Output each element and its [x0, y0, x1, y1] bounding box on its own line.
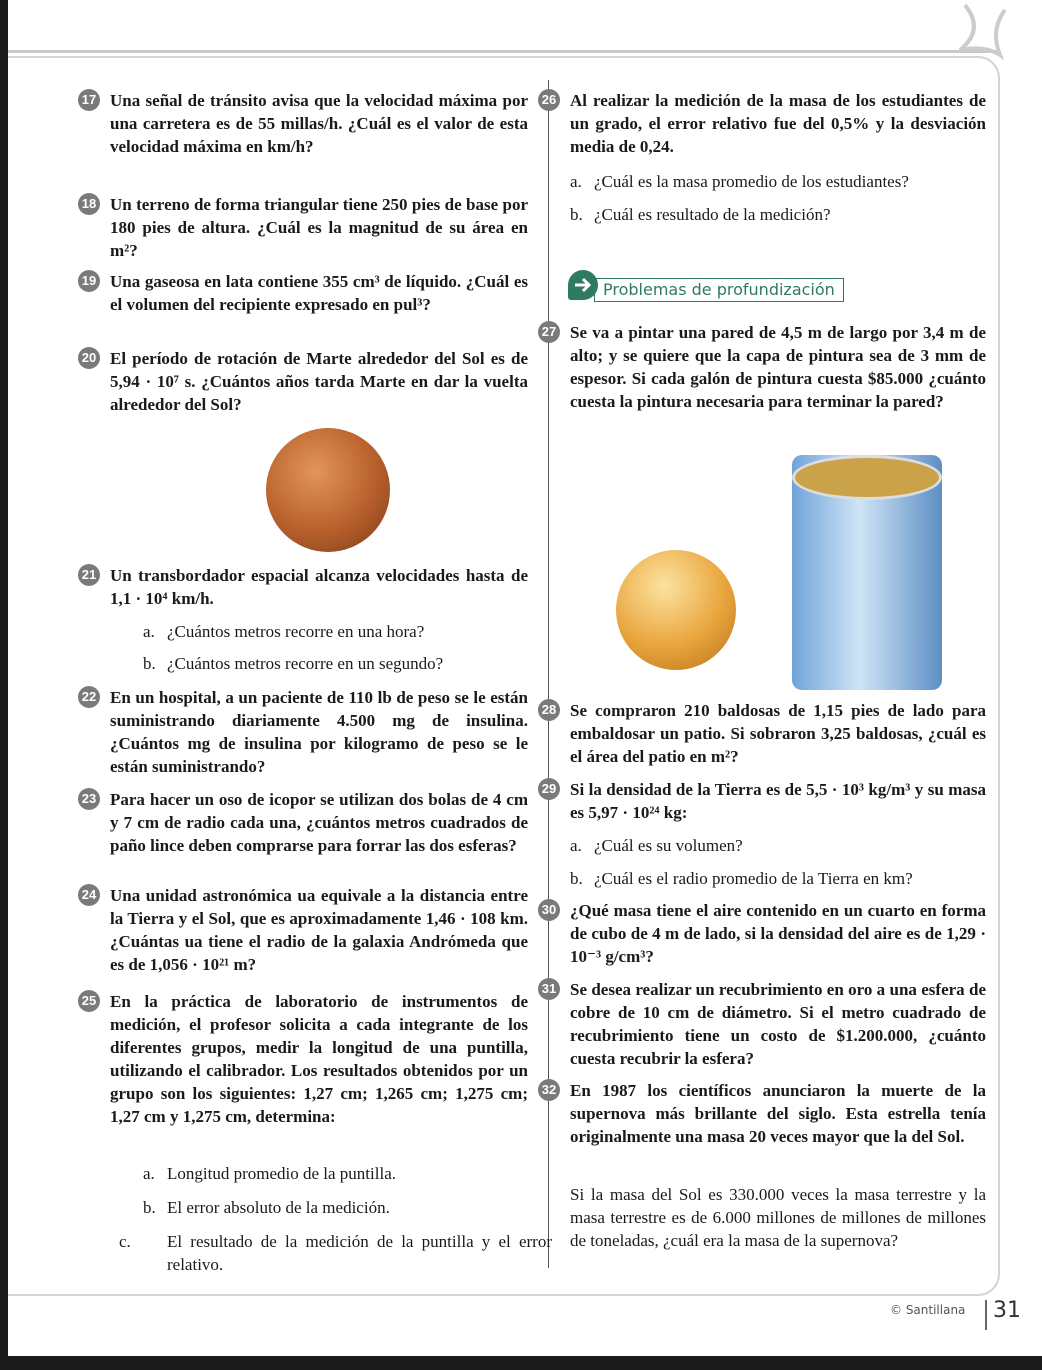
problem-31 [541, 978, 986, 1070]
problem-text: En un hospital, a un paciente de 110 lb de peso se le están suministrando diariamente 4.500 mg de insulina. ¿Cuántos mg de insulina por kilogramo de peso se le están suministrando? [110, 688, 528, 776]
problem-32 [541, 1079, 986, 1148]
sub-item [143, 1196, 390, 1219]
problem-text: Se compraron 210 baldosas de 1,15 pies de lado para embaldosar un patio. Si sobraron 3,25 baldosas, ¿cuál es el área del patio en m²? [570, 701, 986, 766]
sub-label: a. [143, 1164, 155, 1183]
sub-label: b. [143, 654, 156, 673]
sub-text: Longitud promedio de la puntilla. [167, 1164, 396, 1183]
problem-number: 32 [538, 1079, 560, 1101]
problem-25 [81, 990, 528, 1128]
sub-text: ¿Cuál es su volumen? [594, 836, 743, 855]
problem-22 [81, 686, 528, 778]
problem-number: 25 [78, 990, 100, 1012]
problem-text: Se desea realizar un recubrimiento en oro a una esfera de cobre de 10 cm de diámetro. Si el metro cuadrado de recubrimiento tiene un costo de $1.200.000, ¿cuánto cuesta recubrir la esfera? [570, 980, 986, 1068]
problem-28 [541, 699, 986, 768]
sub-text: ¿Cuál es el radio promedio de la Tierra en km? [594, 869, 913, 888]
problem-number: 29 [538, 778, 560, 800]
problem-text: ¿Qué masa tiene el aire contenido en un cuarto en forma de cubo de 4 m de lado, si la densidad del aire es de 1,29 · 10⁻³ g/cm³? [570, 901, 986, 966]
section-title: Problemas de profundización [594, 278, 844, 302]
left-edge [0, 0, 8, 1370]
problem-text: Un terreno de forma triangular tiene 250 pies de base por 180 pies de altura. ¿Cuál es la magnitud de su área en m²? [110, 195, 528, 260]
sub-text: ¿Cuál es la masa promedio de los estudiantes? [594, 172, 909, 191]
problem-23 [81, 788, 528, 857]
problem-number: 20 [78, 347, 100, 369]
problem-26 [541, 89, 986, 158]
problem-text: En la práctica de laboratorio de instrumentos de medición, el profesor solicita a cada integrante de los diferentes grupos, medir la longitud de una puntilla, utilizando el calibrador. Los resultados obtenidos por un grupo son los siguientes: 1,27 cm; 1,265 cm; 1,275 cm; 1,27 cm y 1,275 cm, determina: [110, 992, 528, 1126]
problem-30 [541, 899, 986, 968]
problem-20 [81, 347, 528, 416]
corner-decoration-icon [945, 0, 1025, 60]
problem-text: Para hacer un oso de icopor se utilizan dos bolas de 4 cm y 7 cm de radio cada una, ¿cuántos metros cuadrados de paño lince deben comprarse para forrar las dos esferas? [110, 790, 528, 855]
problem-number: 23 [78, 788, 100, 810]
problem-18 [81, 193, 528, 262]
problem-32-paragraph: Si la masa del Sol es 330.000 veces la masa terrestre y la masa terrestre es de 6.000 millones de millones de millones de toneladas, ¿cuál era la masa de la supernova? [570, 1185, 986, 1250]
sub-item [570, 834, 743, 857]
sub-label: c. [119, 1232, 131, 1251]
sub-label: a. [143, 622, 155, 641]
mars-image [266, 428, 390, 552]
sub-label: b. [143, 1198, 156, 1217]
problem-text: Se va a pintar una pared de 4,5 m de largo por 3,4 m de alto; y se quiere que la capa de pintura sea de 3 mm de espesor. Si cada galón de pintura cuesta $85.000 ¿cuánto cuesta la pintura necesaria para terminar la pared? [570, 323, 986, 411]
problem-number: 21 [78, 564, 100, 586]
page-number-bar [985, 1300, 987, 1330]
problem-text: Si la densidad de la Tierra es de 5,5 · 10³ kg/m³ y su masa es 5,97 · 10²⁴ kg: [570, 780, 986, 822]
problem-24 [81, 884, 528, 976]
sub-item [143, 620, 424, 643]
publisher: © Santillana [890, 1303, 966, 1317]
page-number: 31 [993, 1298, 1021, 1323]
sub-text: ¿Cuántos metros recorre en un segundo? [167, 654, 444, 673]
problem-21 [81, 564, 528, 610]
sub-item [570, 867, 913, 890]
problem-number: 28 [538, 699, 560, 721]
problem-number: 27 [538, 321, 560, 343]
problem-text: En 1987 los científicos anunciaron la muerte de la supernova más brillante del siglo. Esta estrella tenía originalmente una masa 20 veces mayor que la del Sol. [570, 1081, 986, 1146]
problem-text: El período de rotación de Marte alrededor del Sol es de 5,94 · 10⁷ s. ¿Cuántos años tarda Marte en dar la vuelta alrededor del Sol? [110, 349, 528, 414]
sub-text: El error absoluto de la medición. [167, 1198, 390, 1217]
problem-text: Un transbordador espacial alcanza velocidades hasta de 1,1 · 10⁴ km/h. [110, 566, 528, 608]
problem-29 [541, 778, 986, 824]
sub-text: ¿Cuántos metros recorre en una hora? [167, 622, 425, 641]
sub-label: b. [570, 205, 583, 224]
sub-item [119, 1230, 552, 1276]
problem-number: 30 [538, 899, 560, 921]
problem-number: 22 [78, 686, 100, 708]
problem-17 [81, 89, 528, 158]
problem-27 [541, 321, 986, 413]
sub-item [143, 652, 443, 675]
problem-number: 31 [538, 978, 560, 1000]
problem-number: 19 [78, 270, 100, 292]
sub-label: a. [570, 172, 582, 191]
problem-19 [81, 270, 528, 316]
top-rule [8, 50, 998, 53]
sub-text: El resultado de la medición de la puntilla y el error relativo. [167, 1232, 552, 1274]
sub-item [143, 1162, 396, 1185]
bottom-edge [0, 1356, 1042, 1370]
sub-label: b. [570, 869, 583, 888]
problem-number: 17 [78, 89, 100, 111]
problem-text: Una señal de tránsito avisa que la velocidad máxima por una carretera es de 55 millas/h. ¿Cuál es el valor de esta velocidad máxima en km/h? [110, 91, 528, 156]
sub-text: ¿Cuál es resultado de la medición? [594, 205, 831, 224]
sub-item [570, 203, 831, 226]
sub-label: a. [570, 836, 582, 855]
problem-text: Una gaseosa en lata contiene 355 cm³ de líquido. ¿Cuál es el volumen del recipiente expresado en pul³? [110, 272, 528, 314]
problem-text: Una unidad astronómica ua equivale a la distancia entre la Tierra y el Sol, que es aproximadamente 1,46 · 108 km. ¿Cuántas ua tiene el radio de la galaxia Andrómeda que es de 1,056 · 10²¹ m? [110, 886, 528, 974]
problem-number: 18 [78, 193, 100, 215]
paint-can-image [792, 455, 942, 690]
problem-number: 24 [78, 884, 100, 906]
problem-text: Al realizar la medición de la masa de los estudiantes de un grado, el error relativo fue del 0,5% y la desviación media de 0,24. [570, 91, 986, 156]
sub-item [570, 170, 909, 193]
problem-number: 26 [538, 89, 560, 111]
gold-sphere-image [616, 550, 736, 670]
